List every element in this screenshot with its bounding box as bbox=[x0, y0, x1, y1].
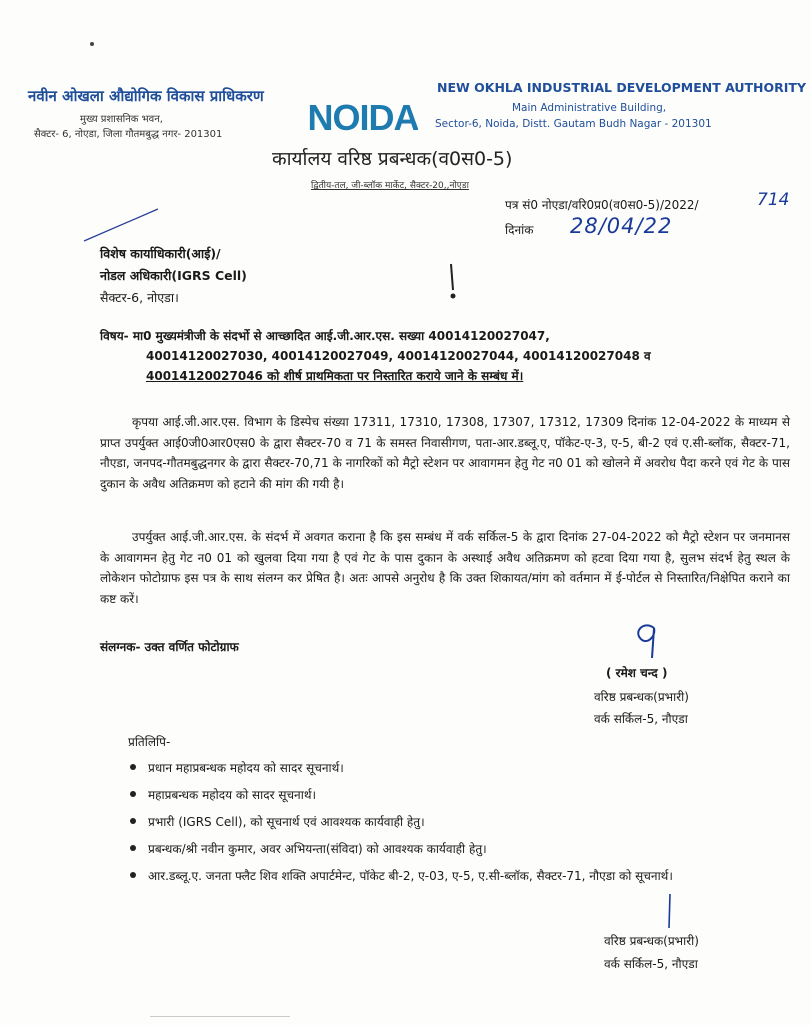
footer-signatory-block bbox=[604, 930, 699, 976]
bullet-icon bbox=[130, 764, 136, 770]
list-item bbox=[128, 785, 768, 805]
bullet-icon bbox=[130, 845, 136, 851]
list-item bbox=[128, 812, 768, 832]
english-authority-name: NEW OKHLA INDUSTRIAL DEVELOPMENT AUTHORITY bbox=[437, 80, 807, 95]
english-address: Sector-6, Noida, Distt. Gautam Budh Nagar - 201301 bbox=[435, 118, 712, 130]
subject-block bbox=[100, 326, 780, 386]
body-paragraph-1: कृपया आई.जी.आर.एस. विभाग के डिस्पेच संख्या 17311, 17310, 17308, 17307, 17312, 17309 दिनांक 12-04-2022 के माध्यम से प्राप्त उपर्युक्त आई0जी0आर0एस0 के द्वारा सैक्टर-70 व 71 के समस्त निवासीगण, पता-आर.डब्लू.ए, पॉकेट-ए-3, ए-5, बी-2 एवं ए.सी-ब्लॉक, सैक्टर-71, नौएडा, जनपद-गौतमबुद्धनगर के द्वारा सैक्टर-70,71 के नागरिकों को मैट्रो स्टेशन पर आवागमन हेतु गेट न0 01 को खोलने में अवरोध पैदा करने एवं गेट के पास दुकान के अवैध अतिक्रमण को हटाने की मांग की गयी है। bbox=[100, 415, 790, 491]
list-item bbox=[128, 839, 768, 859]
copy-item-text: प्रबन्धक/श्री नवीन कुमार, अवर अभियन्ता(संविदा) को आवश्यक कार्यवाही हेतु। bbox=[148, 842, 487, 856]
recipient-block bbox=[100, 243, 247, 309]
copies-heading: प्रतिलिपि- bbox=[128, 735, 171, 749]
signatory-office: वर्क सर्किल-5, नौएडा bbox=[594, 712, 688, 726]
letter-number-handwritten: 714 bbox=[757, 190, 790, 210]
hindi-building: मुख्य प्रशासनिक भवन, bbox=[80, 114, 163, 125]
copy-item-text: प्रभारी (IGRS Cell), को सूचनार्थ एवं आवश्यक कार्यवाही हेतु। bbox=[148, 815, 425, 829]
copy-item-text: प्रधान महाप्रबन्धक महोदय को सादर सूचनार्थ। bbox=[148, 761, 344, 775]
footer-designation: वरिष्ठ प्रबन्धक(प्रभारी) bbox=[604, 934, 699, 948]
bullet-icon bbox=[130, 818, 136, 824]
list-item bbox=[128, 758, 768, 778]
office-title: कार्यालय वरिष्ठ प्रबन्धक(व0स0-5) bbox=[272, 148, 513, 170]
signatory-name: ( रमेश चन्द ) bbox=[606, 666, 668, 680]
recipient-line-1: विशेष कार्याधिकारी(आई)/ bbox=[100, 246, 221, 261]
copy-item-text: महाप्रबन्धक महोदय को सादर सूचनार्थ। bbox=[148, 788, 317, 802]
office-address: द्वितीय-तल, जी-ब्लॉक मार्केट, सैक्टर-20,,नोएडा bbox=[311, 181, 469, 191]
letter-number: पत्र सं0 नोएडा/वरि0प्र0(व0स0-5)/2022/ bbox=[505, 198, 699, 212]
date-handwritten: 28/04/22 bbox=[570, 214, 673, 238]
noida-logo bbox=[308, 94, 418, 138]
recipient-line-2: नोडल अधिकारी(IGRS Cell) bbox=[100, 268, 247, 283]
logo-text: NOIDA bbox=[308, 97, 418, 138]
paper-speck bbox=[90, 42, 94, 46]
hindi-authority-name: नवीन ओखला औद्योगिक विकास प्राधिकरण bbox=[28, 87, 264, 105]
subject-line-3: 40014120027046 को शीर्ष प्राथमिकता पर निस्तारित कराये जाने के सम्बंध में। bbox=[146, 369, 524, 383]
bullet-icon bbox=[130, 791, 136, 797]
enclosure-note: संलग्नक- उक्त वर्णित फोटोग्राफ bbox=[100, 640, 239, 654]
list-item bbox=[128, 866, 768, 886]
signatory-block bbox=[594, 686, 689, 730]
handwritten-signature bbox=[626, 618, 666, 662]
hindi-address: सैक्टर- 6, नोएडा, जिला गौतमबुद्ध नगर- 201301 bbox=[34, 129, 223, 140]
recipient-line-3: सैक्टर-6, नोएडा। bbox=[100, 290, 179, 305]
bullet-icon bbox=[130, 872, 136, 878]
english-building: Main Administrative Building, bbox=[512, 102, 667, 114]
footer-office: वर्क सर्किल-5, नौएडा bbox=[604, 957, 698, 971]
signatory-designation: वरिष्ठ प्रबन्धक(प्रभारी) bbox=[594, 690, 689, 704]
body-paragraph-2: उपर्युक्त आई.जी.आर.एस. के संदर्भ में अवगत कराना है कि इस सम्बंध में वर्क सर्किल-5 के द्वारा दिनांक 27-04-2022 को मैट्रो स्टेशन पर जनमानस के आवागमन हेतु गेट न0 01 को खुलवा दिया गया है एवं गेट के पास दुकान के अस्थाई अवैध अतिक्रमण को हटवा दिया गया है, सुलभ संदर्भ हेतु स्थल के लोकेशन फोटोग्राफ इस पत्र के साथ संलग्न कर प्रेषित है। अतः आपसे अनुरोध है कि उक्त शिकायत/मांग को वर्तमान में ई-पोर्टल से निस्तारित/निक्षेपित कराने का कष्ट करें। bbox=[100, 530, 790, 606]
initial-mark bbox=[664, 892, 676, 930]
copy-item-text: आर.डब्लू.ए. जनता फ्लैट शिव शक्ति अपार्टमेन्ट, पॉकेट बी-2, ए-03, ए-5, ए.सी-ब्लॉक, सैक्टर-71, नौएडा को सूचनार्थ। bbox=[148, 869, 673, 883]
subject-line-2: 40014120027030, 40014120027049, 40014120027044, 40014120027048 व bbox=[146, 349, 651, 363]
date-label: दिनांक bbox=[505, 223, 534, 237]
copies-list bbox=[128, 758, 768, 893]
ink-mark bbox=[445, 262, 459, 302]
subject-line-1: विषय- मा0 मुख्यमंत्रीजी के संदर्भो से आच्छादित आई.जी.आर.एस. सख्या 40014120027047, bbox=[100, 329, 550, 343]
pen-stroke bbox=[82, 205, 162, 245]
